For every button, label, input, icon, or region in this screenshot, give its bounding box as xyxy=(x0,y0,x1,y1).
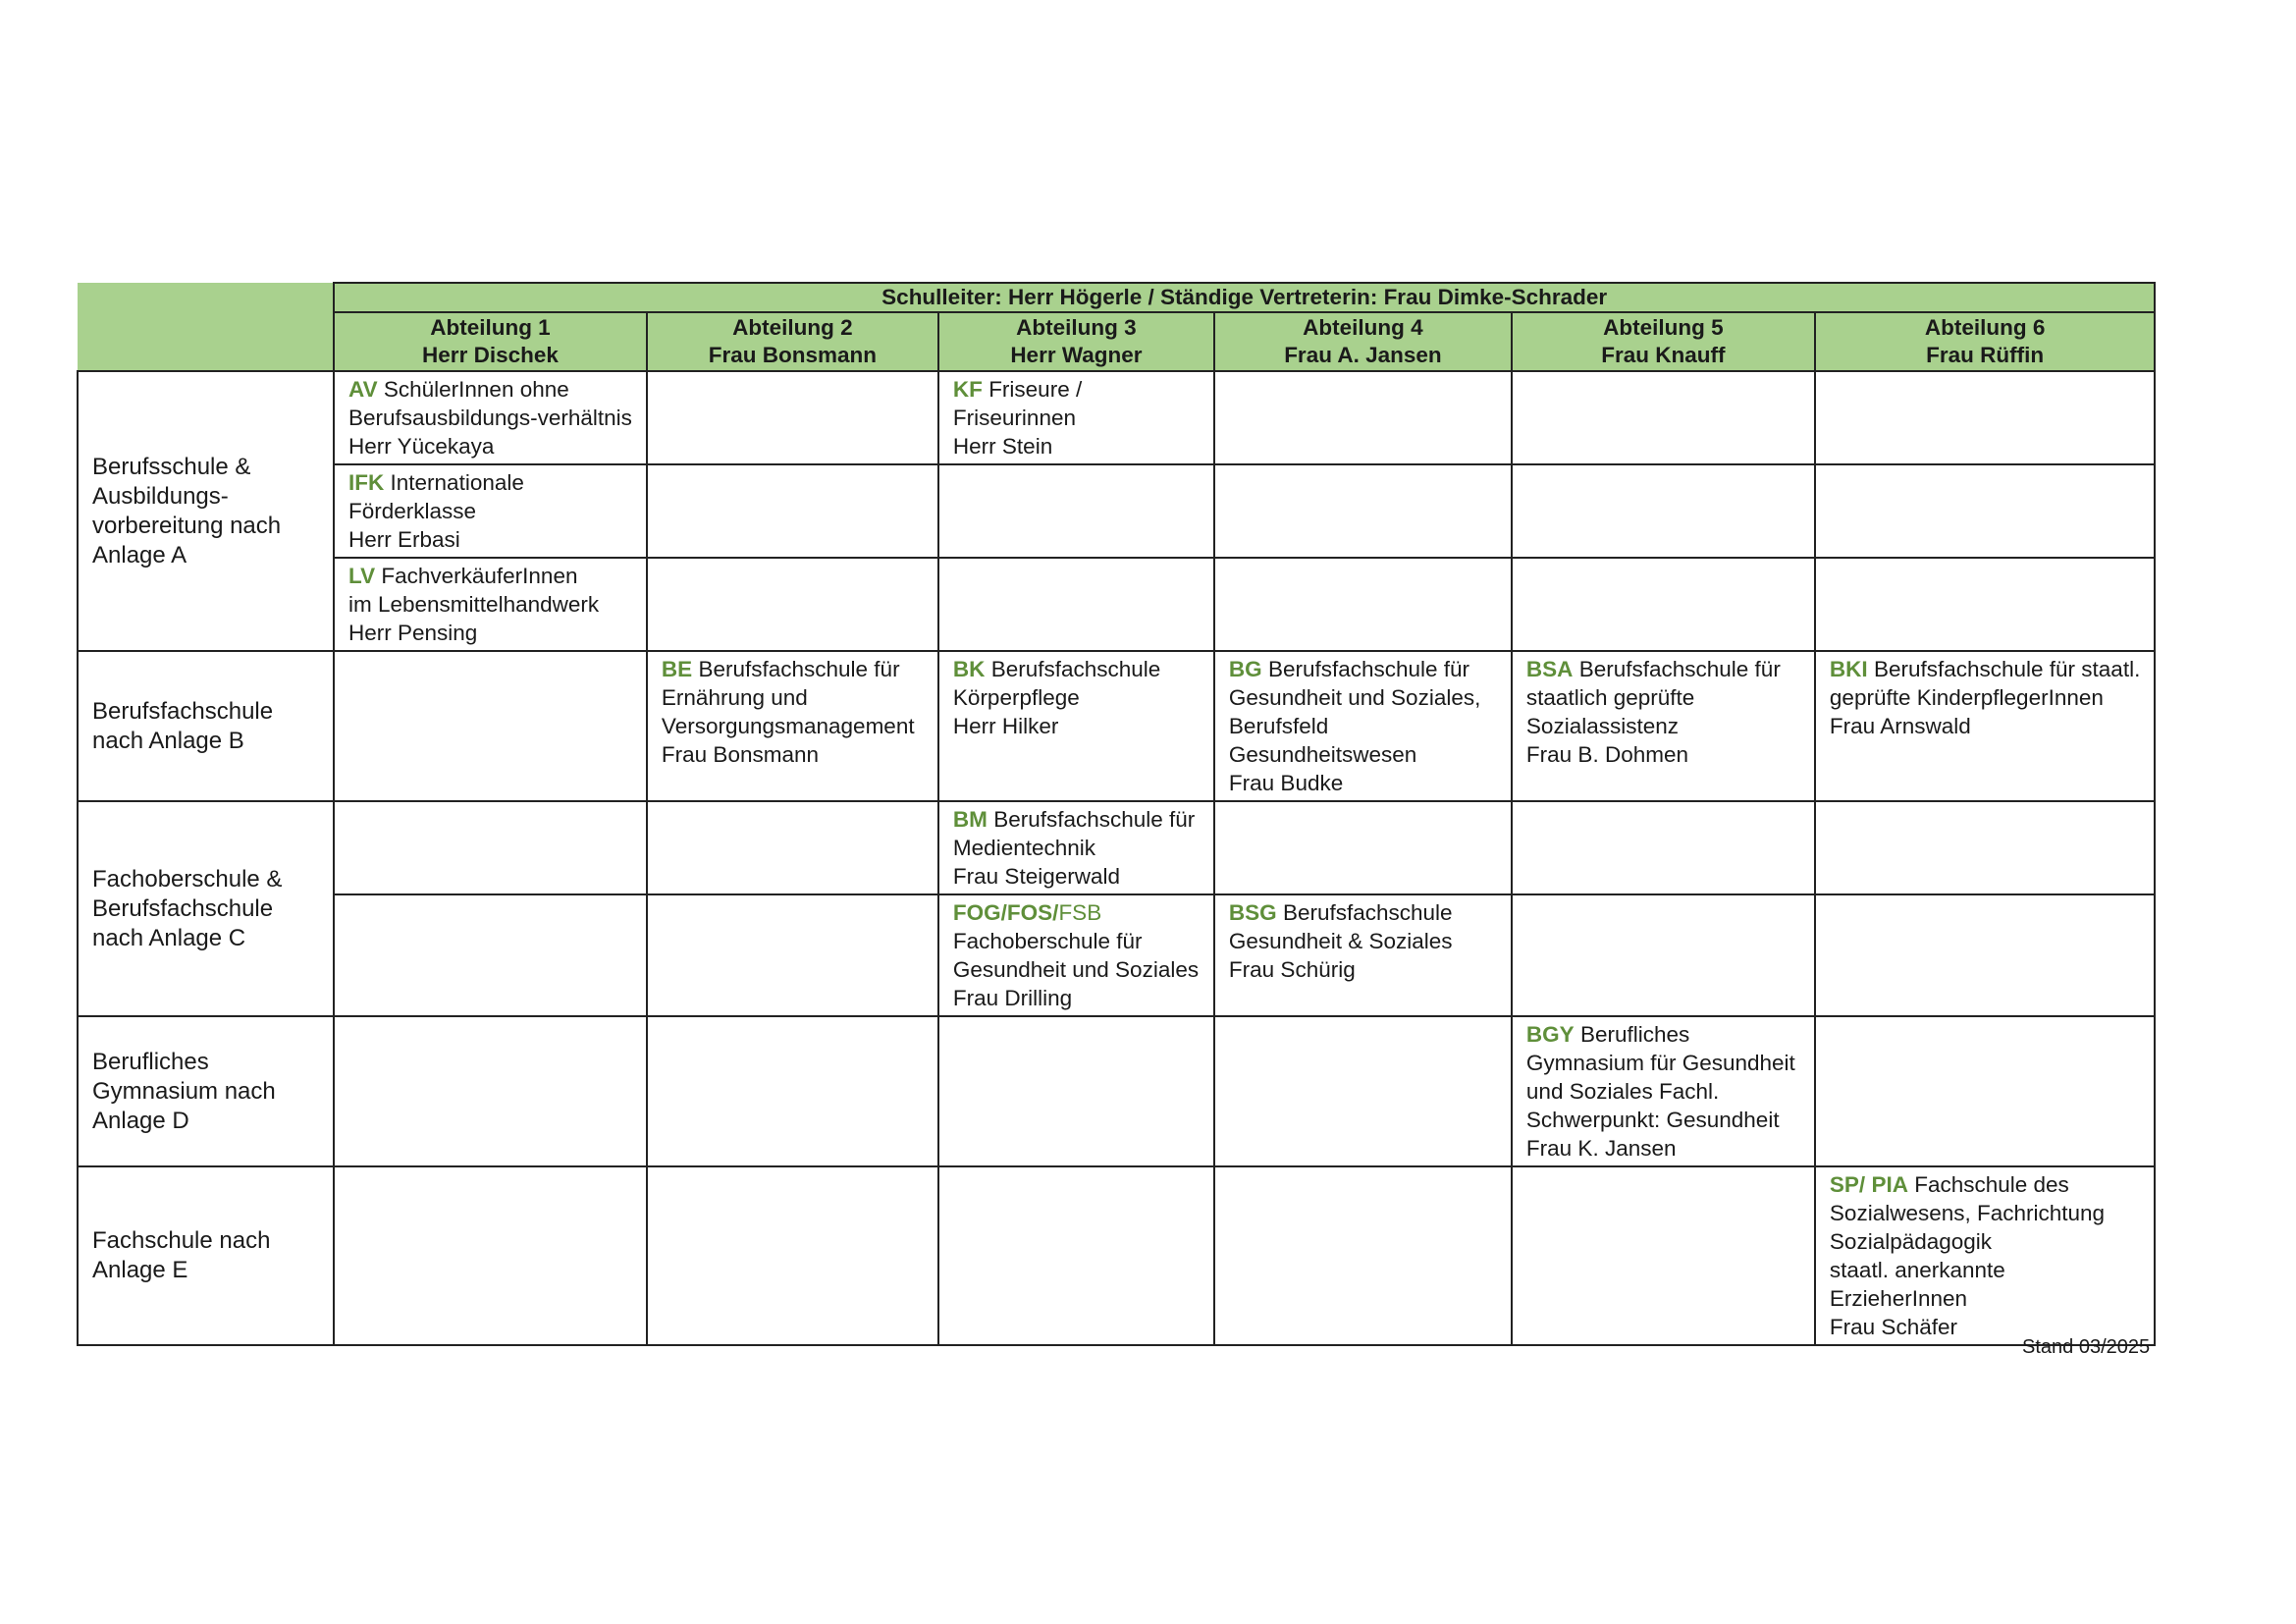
org-chart-table xyxy=(77,282,2156,1346)
empty-cell xyxy=(647,1016,938,1166)
department-5-header: Abteilung 5 Frau Knauff xyxy=(1512,312,1815,371)
empty-cell xyxy=(938,464,1214,558)
department-6-header: Abteilung 6 Frau Rüffin xyxy=(1815,312,2155,371)
table-row xyxy=(78,371,2155,464)
program-bsg: BSG Berufsfachschule Gesundheit & Soziales Frau Schürig xyxy=(1214,894,1512,1016)
empty-cell xyxy=(1815,894,2155,1016)
program-bsa: BSA Berufsfachschule für staatlich geprüfte Sozialassistenz Frau B. Dohmen xyxy=(1512,651,1815,801)
corner-cell xyxy=(78,312,334,371)
empty-cell xyxy=(1214,558,1512,651)
category-anlage-a: Berufsschule & Ausbildungs- vorbereitung nach Anlage A xyxy=(78,371,334,651)
empty-cell xyxy=(334,894,647,1016)
program-fog: FOG/FOS/FSB Fachoberschule für Gesundheit und Soziales Frau Drilling xyxy=(938,894,1214,1016)
table-row xyxy=(78,651,2155,801)
program-bg: BG Berufsfachschule für Gesundheit und Soziales, Berufsfeld Gesundheitswesen Frau Budke xyxy=(1214,651,1512,801)
program-av: AV SchülerInnen ohne Berufsausbildungs-verhältnis Herr Yücekaya xyxy=(334,371,647,464)
empty-cell xyxy=(1512,464,1815,558)
empty-cell xyxy=(334,1016,647,1166)
program-ifk: IFK Internationale Förderklasse Herr Erbasi xyxy=(334,464,647,558)
department-1-header: Abteilung 1 Herr Dischek xyxy=(334,312,647,371)
empty-cell xyxy=(647,1166,938,1345)
empty-cell xyxy=(938,1016,1214,1166)
empty-cell xyxy=(647,371,938,464)
leadership-row xyxy=(78,283,2155,312)
program-sp-pia: SP/ PIA Fachschule des Sozialwesens, Fachrichtung Sozialpädagogik staatl. anerkannte ErzieherInnen Frau Schäfer xyxy=(1815,1166,2155,1345)
program-bk: BK Berufsfachschule Körperpflege Herr Hilker xyxy=(938,651,1214,801)
empty-cell xyxy=(1815,1016,2155,1166)
department-row xyxy=(78,312,2155,371)
program-bm: BM Berufsfachschule für Medientechnik Frau Steigerwald xyxy=(938,801,1214,894)
category-anlage-c: Fachoberschule & Berufsfachschule nach Anlage C xyxy=(78,801,334,1016)
empty-cell xyxy=(1815,558,2155,651)
empty-cell xyxy=(647,464,938,558)
empty-cell xyxy=(334,1166,647,1345)
empty-cell xyxy=(1214,464,1512,558)
program-lv: LV FachverkäuferInnen im Lebensmittelhandwerk Herr Pensing xyxy=(334,558,647,651)
empty-cell xyxy=(647,801,938,894)
empty-cell xyxy=(1815,371,2155,464)
empty-cell xyxy=(1214,1016,1512,1166)
empty-cell xyxy=(334,651,647,801)
table-row xyxy=(78,558,2155,651)
empty-cell xyxy=(1512,371,1815,464)
empty-cell xyxy=(1214,371,1512,464)
table-row xyxy=(78,1016,2155,1166)
leadership-header: Schulleiter: Herr Högerle / Ständige Vertreterin: Frau Dimke-Schrader xyxy=(334,283,2155,312)
empty-cell xyxy=(1815,801,2155,894)
department-4-header: Abteilung 4 Frau A. Jansen xyxy=(1214,312,1512,371)
empty-cell xyxy=(334,801,647,894)
empty-cell xyxy=(938,1166,1214,1345)
empty-cell xyxy=(1214,801,1512,894)
category-anlage-b: Berufsfachschule nach Anlage B xyxy=(78,651,334,801)
empty-cell xyxy=(1512,1166,1815,1345)
table-row xyxy=(78,464,2155,558)
empty-cell xyxy=(1512,801,1815,894)
category-anlage-e: Fachschule nach Anlage E xyxy=(78,1166,334,1345)
empty-cell xyxy=(1512,558,1815,651)
program-kf: KF Friseure / Friseurinnen Herr Stein xyxy=(938,371,1214,464)
program-bki: BKI Berufsfachschule für staatl. geprüfte KinderpflegerInnen Frau Arnswald xyxy=(1815,651,2155,801)
empty-cell xyxy=(1815,464,2155,558)
stand-date: Stand 03/2025 xyxy=(2022,1336,2151,1358)
category-anlage-d: Berufliches Gymnasium nach Anlage D xyxy=(78,1016,334,1166)
program-be: BE Berufsfachschule für Ernährung und Versorgungsmanagement Frau Bonsmann xyxy=(647,651,938,801)
empty-cell xyxy=(1214,1166,1512,1345)
table-row xyxy=(78,894,2155,1016)
table-row xyxy=(78,1166,2155,1345)
empty-cell xyxy=(647,894,938,1016)
corner-cell xyxy=(78,283,334,312)
table-row xyxy=(78,801,2155,894)
program-bgy: BGY Berufliches Gymnasium für Gesundheit und Soziales Fachl. Schwerpunkt: Gesundheit Frau K. Jansen xyxy=(1512,1016,1815,1166)
department-3-header: Abteilung 3 Herr Wagner xyxy=(938,312,1214,371)
empty-cell xyxy=(647,558,938,651)
department-2-header: Abteilung 2 Frau Bonsmann xyxy=(647,312,938,371)
empty-cell xyxy=(1512,894,1815,1016)
empty-cell xyxy=(938,558,1214,651)
